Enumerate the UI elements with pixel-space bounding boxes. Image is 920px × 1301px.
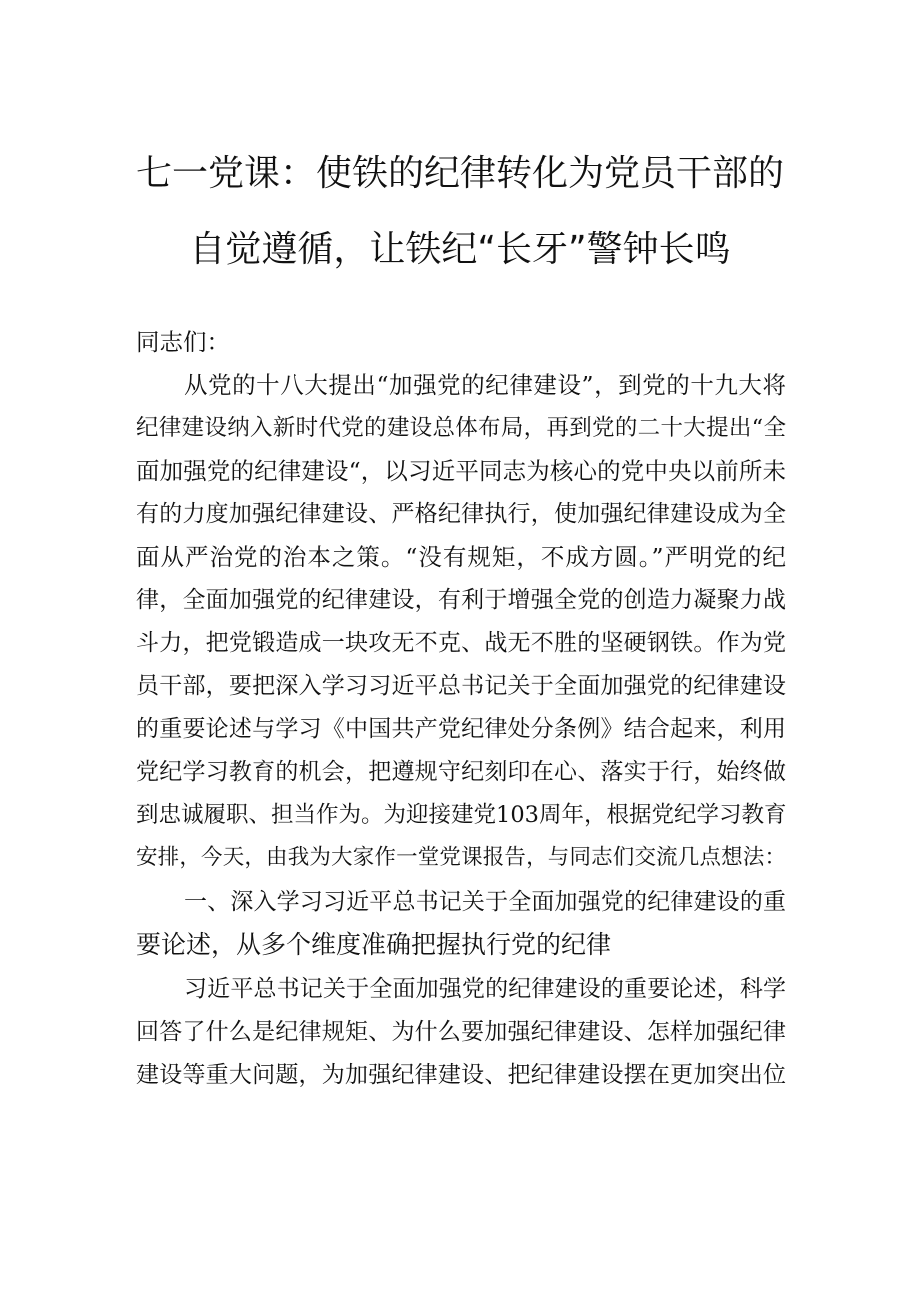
paragraph-line: 回答了什么是纪律规矩、为什么要加强纪律建设、怎样加强纪律 (136, 1019, 786, 1045)
paragraph-line: 员干部，要把深入学习习近平总书记关于全面加强党的纪律建设 (136, 673, 786, 699)
document-title-line-1: 七一党课：使铁的纪律转化为党员干部的 (135, 153, 784, 194)
paragraph-line: 纪律建设纳入新时代党的建设总体布局，再到党的二十大提出“全 (136, 415, 786, 441)
paragraph-line: 面加强党的纪律建设“，以习近平同志为核心的党中央以前所未 (136, 457, 786, 485)
paragraph-line: 律，全面加强党的纪律建设，有利于增强全党的创造力凝聚力战 (136, 587, 786, 613)
paragraph-line: 的重要论述与学习《中国共产党纪律处分条例》结合起来，利用 (136, 716, 786, 742)
salutation: 同志们： (136, 328, 230, 356)
section-heading-line: 要论述，从多个维度准确把握执行党的纪律 (136, 930, 612, 959)
paragraph-line: 面从严治党的治本之策。“没有规矩，不成方圆。”严明党的纪 (136, 543, 786, 571)
section-heading-line: 一、深入学习习近平总书记关于全面加强党的纪律建设的重 (184, 889, 786, 915)
paragraph-line: 习近平总书记关于全面加强党的纪律建设的重要论述，科学 (184, 976, 786, 1002)
paragraph-line: 到忠诚履职、担当作为。为迎接建党103周年，根据党纪学习教育 (136, 802, 787, 828)
paragraph-line: 从党的十八大提出“加强党的纪律建设”，到党的十九大将 (184, 371, 786, 399)
paragraph-line: 斗力，把党锻造成一块攻无不克、战无不胜的坚硬钢铁。作为党 (136, 630, 786, 656)
document-title-line-2: 自觉遵循，让铁纪“长牙”警钟长鸣 (189, 229, 731, 270)
paragraph-line: 安排，今天，由我为大家作一堂党课报告，与同志们交流几点想法： (136, 845, 786, 870)
paragraph-line: 建设等重大问题，为加强纪律建设、把纪律建设摆在更加突出位 (136, 1062, 786, 1088)
paragraph-line: 党纪学习教育的机会，把遵规守纪刻印在心、落实于行，始终做 (136, 759, 786, 785)
paragraph-line: 有的力度加强纪律建设、严格纪律执行，使加强纪律建设成为全 (136, 501, 786, 527)
